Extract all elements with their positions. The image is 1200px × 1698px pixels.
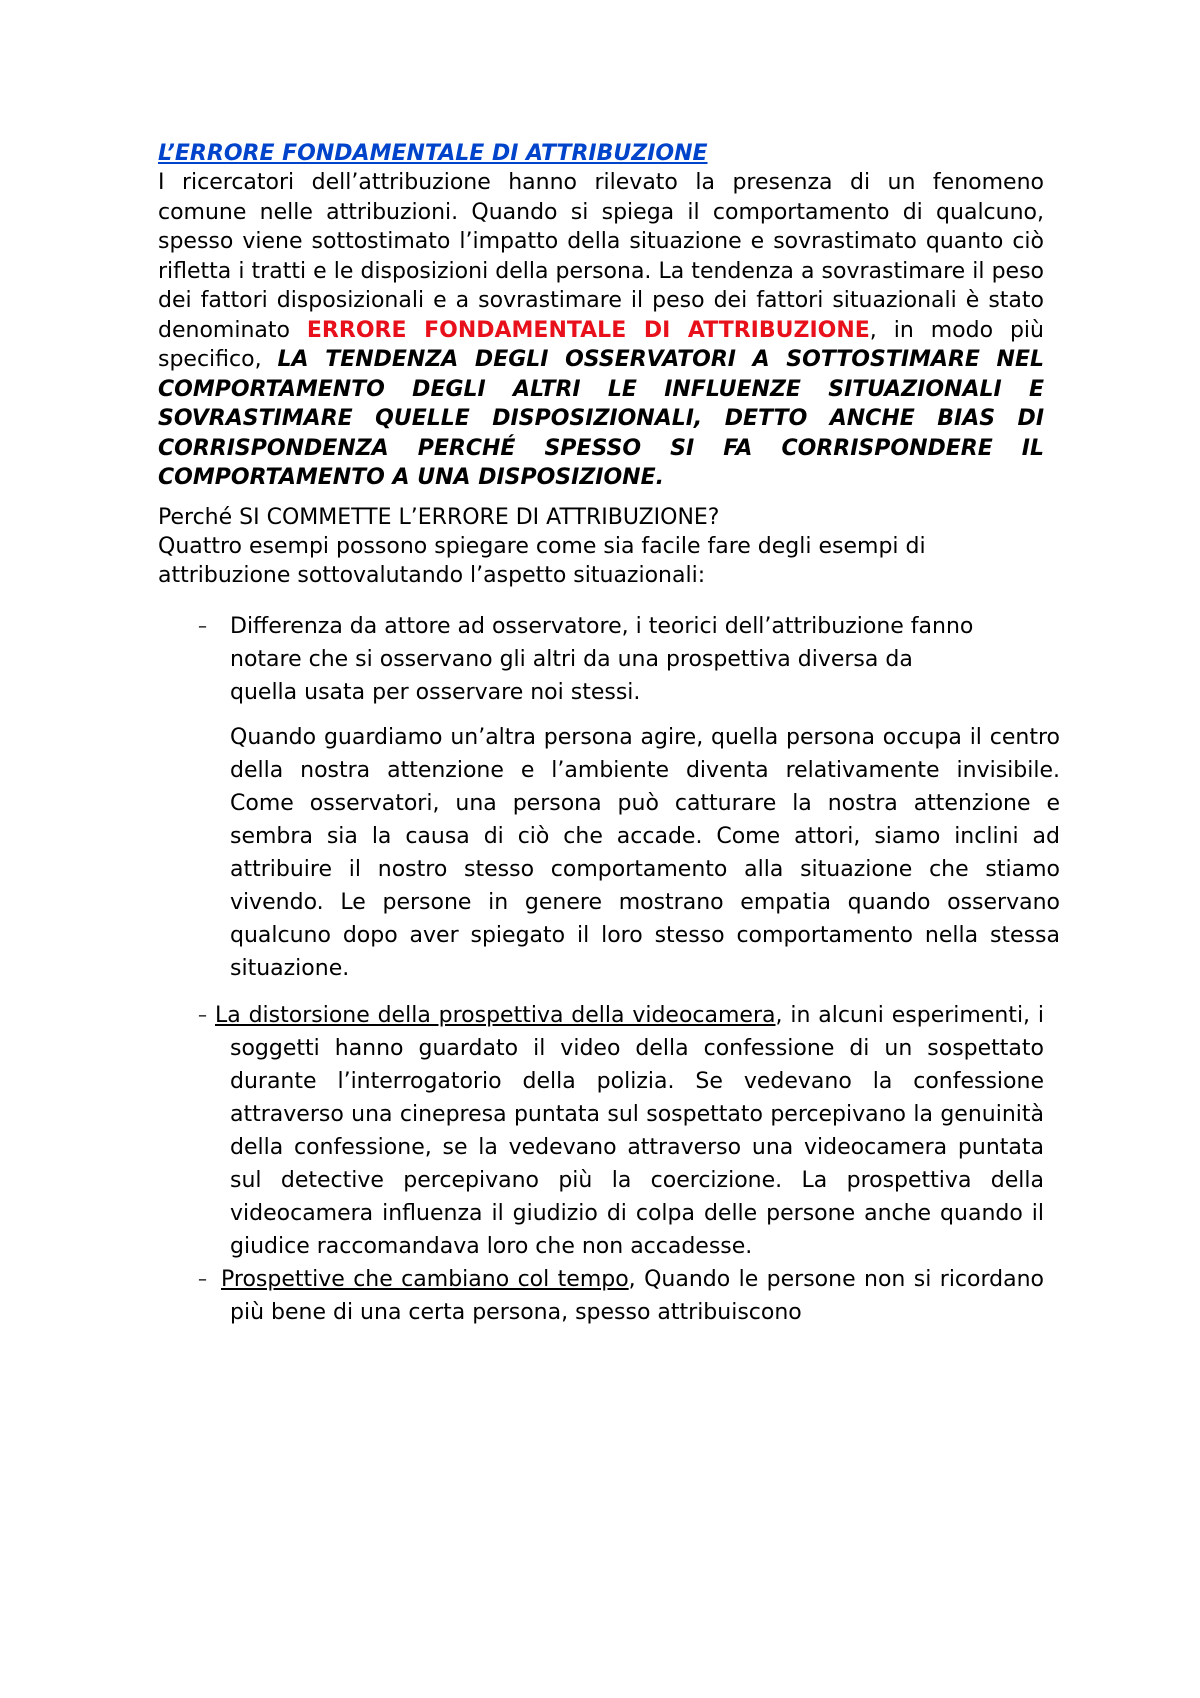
- list-item: [158, 999, 1044, 1263]
- lead-paragraph: Quattro esempi possono spiegare come sia facile fare degli esempi di attribuzione sottovalutando l’aspetto situazionali:: [158, 533, 926, 588]
- dash-bullet: –: [198, 1004, 207, 1026]
- examples-list: [158, 610, 1060, 1329]
- list-item-paragraph: Quando guardiamo un’altra persona agire, quella persona occupa il centro della nostra attenzione e l’ambiente diventa relativamente invisibile. Come osservatori, una persona può catturare la nostra attenzione e sembra sia la causa di ciò che accade. Come attori, siamo inclini ad attribuire il nostro stesso comportamento alla situazione che stiamo vivendo. Le persone in genere mostrano empatia quando osservano qualcuno dopo aver spiegato il loro stesso comportamento nella stessa situazione.: [230, 724, 1060, 981]
- document-page: [158, 140, 1060, 1329]
- list-item: [158, 610, 1060, 985]
- list-item: [158, 1263, 1044, 1329]
- intro-text-continued: , in modo più specifico,: [158, 317, 1044, 372]
- intro-paragraph: [158, 168, 1044, 493]
- list-item-text: Differenza da attore ad osservatore, i teorici dell’attribuzione fanno notare che si osservano gli altri da una prospettiva diversa da quella usata per osservare noi stessi.: [230, 613, 974, 705]
- intro-text: I ricercatori dell’attribuzione hanno rilevato la presenza di un fenomeno comune nelle attribuzioni. Quando si spiega il comportamento di qualcuno, spesso viene sottostimato l’impatto della situazione e sovrastimato quanto ciò rifletta i tratti e le disposizioni della persona. La tendenza a sovrastimare il peso dei fattori disposizionali e a sovrastimare il peso dei fattori situazionali è stato denominato: [158, 170, 1044, 343]
- dash-bullet: –: [198, 1268, 207, 1290]
- document-title: L’ERRORE FONDAMENTALE DI ATTRIBUZIONE: [158, 141, 708, 166]
- dash-bullet: –: [198, 615, 207, 637]
- list-item-text: [215, 999, 1044, 1263]
- highlighted-term: ERRORE FONDAMENTALE DI ATTRIBUZIONE: [306, 317, 870, 343]
- list-item-text: [221, 1263, 1044, 1329]
- list-item-heading: Prospettive che cambiano col tempo: [221, 1266, 629, 1292]
- question-heading: Perché SI COMMETTE L’ERRORE DI ATTRIBUZIONE?: [158, 504, 720, 530]
- definition-text: LA TENDENZA DEGLI OSSERVATORI A SOTTOSTIMARE NEL COMPORTAMENTO DEGLI ALTRI LE INFLUENZE SITUAZIONALI E SOVRASTIMARE QUELLE DISPOSIZIONALI, DETTO ANCHE BIAS DI CORRISPONDENZA PERCHÉ SPESSO SI FA CORRISPONDERE IL COMPORTAMENTO A UNA DISPOSIZIONE.: [158, 347, 1044, 490]
- list-item-body: , Quando le persone non si ricordano più bene di una certa persona, spesso attribuiscono: [230, 1266, 1044, 1325]
- list-item-heading: La distorsione della prospettiva della videocamera: [215, 1002, 776, 1028]
- list-item-body: , in alcuni esperimenti, i soggetti hanno guardato il video della confessione di un sospettato durante l’interrogatorio della polizia. Se vedevano la confessione attraverso una cinepresa puntata sul sospettato percepivano la genuinità della confessione, se la vedevano attraverso una videocamera puntata sul detective percepivano più la coercizione. La prospettiva della videocamera influenza il giudizio di colpa delle persone anche quando il giudice raccomandava loro che non accadesse.: [230, 1002, 1044, 1259]
